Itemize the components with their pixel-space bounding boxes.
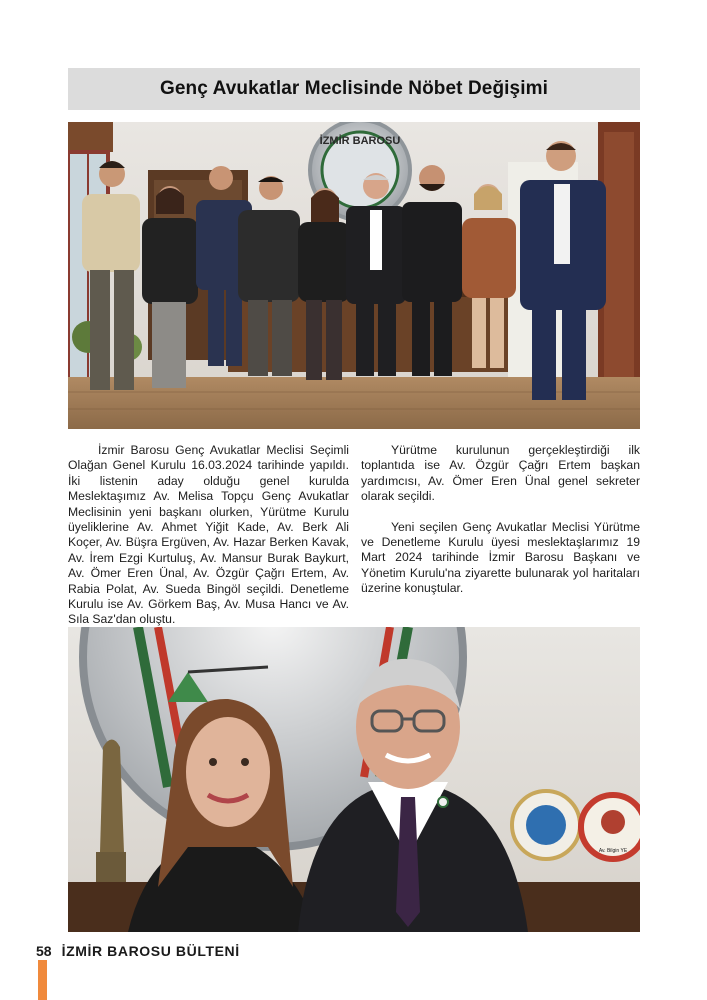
article-right-column: [361, 443, 640, 597]
footer-accent-bar: [38, 960, 47, 1000]
group-photo: [68, 122, 640, 429]
emblem-sign-text: İZMİR BAROSU: [319, 135, 401, 147]
article-paragraph: Yeni seçilen Genç Avukatlar Meclisi Yürütme ve Denetleme Kurulu üyesi meslektaşlarımız 19 Mart 2024 tarihinde İzmir Barosu Başkanı ve Yönetim Kurulu'na ziyarette bulunarak yol haritaları üzerine konuştular.: [361, 519, 640, 596]
page-footer: [36, 943, 240, 959]
publication-name: İZMİR BAROSU BÜLTENİ: [61, 943, 240, 959]
plate-text: Av. Bilgin YE: [598, 848, 628, 854]
article-paragraph: İzmir Barosu Genç Avukatlar Meclisi Seçimli Olağan Genel Kurulu 16.03.2024 tarihinde yapıldı. İki listenin aday olduğu genel kurulda Meslektaşımız Av. Melisa Topçu Genç Avukatlar Meclisinin yeni başkanı olurken, Yürütme Kurulu üyeliklerine Av. Ahmet Yiğit Kade, Av. Berk Ali Koçer, Av. Büşra Ergüven, Av. Hazar Berken Kavak, Av. İrem Ezgi Kurtuluş, Av. Mansur Burak Baykurt, Av. Ömer Eren Ünal, Av. Özgür Çağrı Ertem, Av. Rabia Polat, Av. Sueda Bingöl seçildi. Denetleme Kurulu ise Av. Görkem Baş, Av. Musa Hancı ve Av. Sıla Saz'dan oluştu.: [68, 443, 349, 627]
portrait-photo: [68, 627, 640, 932]
article-left-column: [68, 443, 349, 628]
page-number: 58: [36, 943, 52, 959]
article-paragraph: Yürütme kurulunun gerçekleştirdiği ilk toplantıda ise Av. Özgür Çağrı Ertem başkan yardımcısı, Av. Ömer Eren Ünal genel sekreter olarak seçildi.: [361, 443, 640, 504]
article-title: Genç Avukatlar Meclisinde Nöbet Değişimi: [160, 78, 548, 99]
article-title-bar: [68, 68, 640, 110]
